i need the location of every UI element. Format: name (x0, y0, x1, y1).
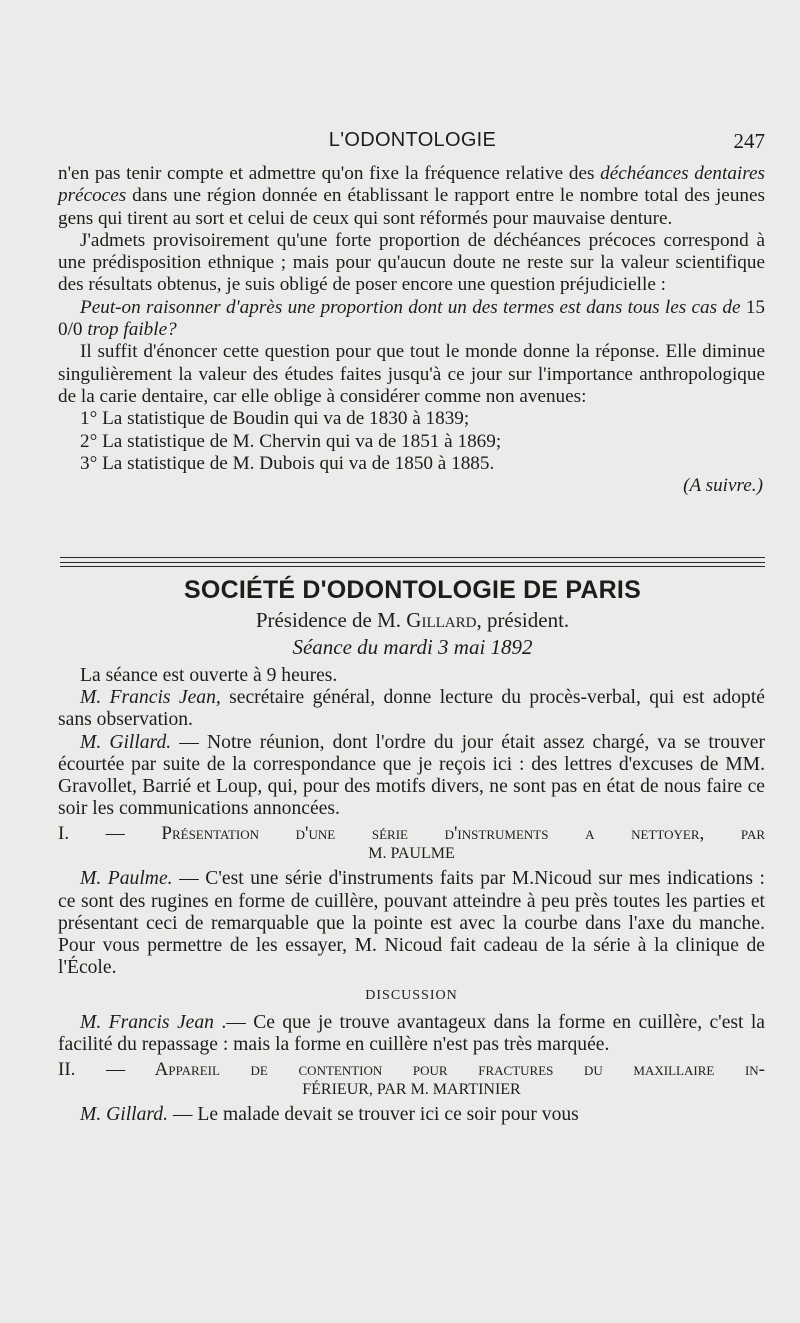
italic-question: Peut-on raisonner d'après une proportion dont un des termes est dans tous les cas de (80, 296, 746, 318)
question-paragraph (58, 297, 765, 342)
journal-title: L'ODONTOLOGIE (328, 129, 497, 151)
speaker: M. Paulme. (80, 868, 173, 890)
presidence-line (60, 608, 765, 633)
text-run: n'en pas tenir compte et admettre qu'on fixe la fréquence relative des (58, 163, 601, 184)
text-run: Séance du mardi (292, 635, 439, 659)
date: 3 mai 1892 (438, 635, 533, 659)
paragraph: Il suffit d'énoncer cette question pour que tout le monde donne la réponse. Elle diminue singulièrement la valeur des études faites jusqu'à ce jour sur l'importance anthropologique de la carie dentaire, car elle oblige à considérer comme non avenues: (58, 341, 765, 407)
section-divider (60, 557, 765, 563)
agenda-heading-2 (58, 1060, 765, 1100)
page-number: 247 (733, 129, 765, 153)
article-continuation (58, 163, 765, 497)
section-title: SOCIÉTÉ D'ODONTOLOGIE DE PARIS (184, 576, 641, 604)
paragraph (58, 163, 765, 230)
text-run: — Notre réunion, dont l'ordre du jour était assez chargé, va se trouver écourtée par suite de la correspondance que je reçois ici : des lettres d'excuses de MM. Gravollet, Barrié et Loup, qui, pour des motifs divers, ne sont pas en état de nous faire ce soir les communications annoncées. (58, 731, 765, 820)
list-item: 1° La statistique de Boudin qui va de 1830 à 1839; (80, 408, 470, 430)
paragraph: J'admets provisoirement qu'une forte proportion de déchéances précoces correspond à une prédisposition ethnique ; mais pour qu'aucun doute ne reste sur la valeur scientifique des résultats obtenus, je suis obligé de poser encore une question préjudicielle : (58, 229, 765, 296)
section-divider-thin (60, 566, 765, 567)
italic-term: déchéances dentaires précoces (58, 163, 765, 207)
president-name: Gillard (406, 608, 477, 632)
heading-line: FÉRIEUR, PAR M. MARTINIER (302, 1081, 521, 1099)
suivre-text: (A suivre.) (683, 475, 763, 497)
discussion-heading: DISCUSSION (365, 988, 458, 1004)
session-date (60, 635, 765, 660)
text-run: secrétaire général, donne lecture du procès-verbal, qui est adopté sans observation. (58, 687, 765, 731)
paragraph (58, 732, 765, 821)
paragraph (58, 687, 765, 731)
heading-line: I. — Présentation d'une série d'instruments a nettoyer, par (58, 823, 765, 845)
text-run: — C'est une série d'instruments faits par M.Nicoud sur mes indications : ce sont des rugines en forme de cuillère, pouvant atteindre à peu près toutes les parties et présentant ceci de remarquable que la pointe est avec la courbe dans l'axe du manche. Pour vous permettre de les essayer, M. Nicoud fait cadeau de la série à la clinique de l'École. (58, 868, 766, 979)
text-run: dans une région donnée en établissant le rapport entre le nombre total des jeunes gens qui tirent au sort et celui de ceux qui sont réformés pour mauvaise denture. (58, 185, 765, 229)
to-be-continued (58, 475, 765, 497)
paragraph (58, 1104, 765, 1126)
minutes-body (58, 665, 765, 1126)
agenda-heading-1 (58, 824, 765, 864)
italic-question-end: trop faible? (82, 319, 177, 341)
text-run: — Le malade devait se trouver ici ce soir pour vous (168, 1104, 579, 1126)
list-item: 2° La statistique de M. Chervin qui va de 1851 à 1869; (80, 430, 502, 452)
speaker: M. Gillard. (80, 1104, 168, 1126)
paragraph (58, 868, 765, 979)
text-run: , président. (476, 608, 570, 632)
list-item: 3° La statistique de M. Dubois qui va de 1850 à 1885. (80, 452, 495, 474)
running-head (60, 129, 765, 157)
speaker: M. Francis Jean (80, 1011, 214, 1033)
speaker: M. Gillard. (80, 731, 172, 753)
heading-line: II. — Appareil de contention pour fractures du maxillaire in- (58, 1059, 765, 1081)
text-run: Présidence de M. (255, 608, 407, 632)
heading-line: M. PAULME (368, 845, 455, 863)
percentage: 15 0/0 (58, 296, 765, 341)
text-run: .— Ce que je trouve avantageux dans la forme en cuillère, c'est la facilité du repassage : mais la forme en cuillère n'est pas très marquée. (58, 1011, 765, 1055)
paragraph (58, 1012, 765, 1056)
speaker: M. Francis Jean, (80, 687, 221, 709)
paragraph: La séance est ouverte à 9 heures. (80, 665, 338, 686)
